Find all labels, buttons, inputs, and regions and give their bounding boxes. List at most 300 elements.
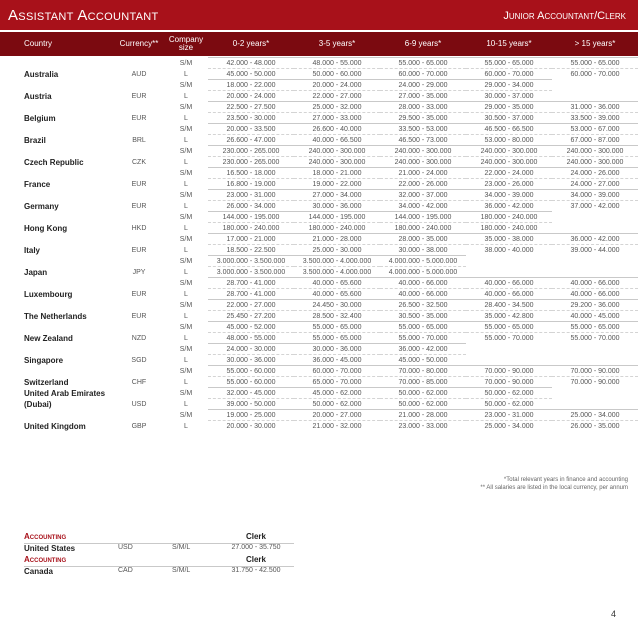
salary-range: 23.500 - 30.000 [208, 113, 294, 124]
company-size: L [184, 400, 188, 408]
salary-range: 32.000 - 45.000 [208, 388, 294, 399]
salary-range: 180.000 - 240.000 [208, 223, 294, 234]
company-size: L [184, 378, 188, 386]
company-size: S/M [179, 169, 193, 177]
col-header-exp-2: 6-9 years* [404, 39, 442, 48]
salary-range: 36.000 - 42.000 [466, 201, 552, 212]
salary-range: 26.600 - 47.000 [208, 135, 294, 146]
salary-range: 55.000 - 65.000 [380, 322, 466, 333]
salary-range: 46.500 - 66.500 [466, 124, 552, 135]
country-name [0, 366, 114, 377]
salary-range: 28.400 - 34.500 [466, 300, 552, 311]
company-size: S/M [179, 103, 193, 111]
salary-range: 55.000 - 65.000 [552, 322, 638, 333]
salary-range: 29.200 - 36.000 [552, 300, 638, 311]
table-row [0, 58, 638, 69]
table-row [0, 300, 638, 311]
country-name [0, 322, 114, 333]
salary-range: 30.000 - 36.000 [294, 344, 380, 355]
salary-range: 27.000 - 35.750 [231, 544, 281, 551]
salary-range: 35.000 - 38.000 [466, 234, 552, 245]
salary-range: 40.000 - 66.000 [380, 289, 466, 300]
salary-range: 26.600 - 40.000 [294, 124, 380, 135]
table-row [0, 344, 638, 355]
salary-range: 40.000 - 66.000 [552, 289, 638, 300]
salary-range: 70.000 - 90.000 [466, 366, 552, 377]
table-row [0, 333, 638, 344]
table-row [0, 245, 638, 256]
salary-range: 144.000 - 195.000 [208, 212, 294, 223]
table-row [0, 278, 638, 289]
table-row [0, 124, 638, 135]
currency-code [114, 344, 164, 355]
country-name [0, 300, 114, 311]
company-size: S/M/L [172, 544, 191, 551]
country-name [0, 168, 114, 179]
currency-code: CHF [131, 378, 147, 386]
salary-range: 50.000 - 60.000 [294, 69, 380, 80]
table-row [0, 289, 638, 300]
salary-range: 23.000 - 31.000 [208, 190, 294, 201]
country-name: United Kingdom [24, 421, 86, 431]
col-header-exp-1: 3-5 years* [318, 39, 356, 48]
salary-range: 24.000 - 26.000 [552, 168, 638, 179]
country-name: France [24, 179, 51, 189]
salary-range: 55.000 - 65.000 [552, 58, 638, 69]
salary-range: 240.000 - 300.000 [380, 146, 466, 157]
table-row [0, 410, 638, 421]
salary-range: 230.000 - 265.000 [208, 157, 294, 168]
salary-range: 60.000 - 70.000 [294, 366, 380, 377]
salary-range: 53.000 - 80.000 [466, 135, 552, 146]
salary-range: 37.000 - 42.000 [552, 201, 638, 212]
level-label: Clerk [245, 532, 266, 541]
col-header-exp-0: 0-2 years* [232, 39, 270, 48]
table-row [0, 223, 638, 234]
table-row [0, 366, 638, 377]
salary-range: 31.750 - 42.500 [231, 567, 281, 574]
table-row [0, 190, 638, 201]
country-name [0, 278, 114, 289]
col-header-country: Country [24, 39, 53, 48]
salary-range: 23.000 - 33.000 [380, 421, 466, 432]
country-name [0, 212, 114, 223]
currency-code [114, 256, 164, 267]
accounting-row [0, 544, 340, 555]
country-name [0, 256, 114, 267]
salary-range: 240.000 - 300.000 [552, 146, 638, 157]
salary-range: 55.000 - 60.000 [208, 366, 294, 377]
salary-range: 24.000 - 27.000 [552, 179, 638, 190]
country-name [0, 58, 114, 69]
salary-range [466, 256, 552, 267]
country-name: Brazil [24, 135, 46, 145]
table-row [0, 212, 638, 223]
salary-range: 28.000 - 33.000 [380, 102, 466, 113]
currency-code [114, 146, 164, 157]
company-size: L [184, 92, 188, 100]
salary-range: 22.000 - 24.000 [466, 168, 552, 179]
company-size: S/M [179, 257, 193, 265]
salary-range: 180.000 - 240.000 [294, 223, 380, 234]
salary-range: 33.500 - 39.000 [552, 113, 638, 124]
salary-range: 33.500 - 53.000 [380, 124, 466, 135]
company-size: S/M/L [172, 567, 191, 574]
salary-range: 70.000 - 90.000 [552, 377, 638, 388]
company-size: L [184, 158, 188, 166]
table-row [0, 146, 638, 157]
salary-range: 144.000 - 195.000 [294, 212, 380, 223]
country-name [0, 80, 114, 91]
table-row [0, 311, 638, 322]
salary-range: 30.000 - 38.000 [380, 245, 466, 256]
country-name: Luxembourg [24, 289, 73, 299]
currency-code [114, 300, 164, 311]
company-size: L [184, 224, 188, 232]
salary-range [552, 344, 638, 355]
salary-range: 22.500 - 27.500 [208, 102, 294, 113]
currency-code [114, 366, 164, 377]
company-size: L [184, 268, 188, 276]
salary-range: 45.000 - 62.000 [294, 388, 380, 399]
col-header-exp-3: 10-15 years* [486, 39, 532, 48]
country-name: Austria [24, 91, 52, 101]
salary-range: 26.500 - 32.500 [380, 300, 466, 311]
salary-range: 17.000 - 21.000 [208, 234, 294, 245]
salary-range: 36.000 - 42.000 [380, 344, 466, 355]
country-name [0, 234, 114, 245]
salary-range: 50.000 - 62.000 [380, 399, 466, 410]
salary-range: 48.000 - 55.000 [294, 58, 380, 69]
salary-range: 25.000 - 34.000 [466, 421, 552, 432]
col-header-exp-4: > 15 years* [574, 39, 616, 48]
level-label: Clerk [245, 555, 266, 564]
table-row [0, 399, 638, 410]
currency-code [114, 58, 164, 69]
salary-range: 34.000 - 39.000 [466, 190, 552, 201]
country-name [0, 190, 114, 201]
salary-range: 20.000 - 30.000 [208, 421, 294, 432]
currency-code [114, 388, 164, 399]
currency-code: CAD [118, 567, 133, 574]
currency-code [114, 168, 164, 179]
table-row [0, 168, 638, 179]
table-row [0, 113, 638, 124]
salary-range: 24.000 - 29.000 [380, 80, 466, 91]
salary-range: 4.000.000 - 5.000.000 [380, 256, 466, 267]
company-size: L [184, 334, 188, 342]
salary-range: 34.000 - 42.000 [380, 201, 466, 212]
salary-range: 30.500 - 37.000 [466, 113, 552, 124]
salary-range: 45.000 - 52.000 [208, 322, 294, 333]
salary-range: 39.000 - 50.000 [208, 399, 294, 410]
company-size: L [184, 422, 188, 430]
salary-range: 40.000 - 65.600 [294, 289, 380, 300]
salary-range: 55.000 - 65.000 [380, 58, 466, 69]
salary-range: 70.000 - 85.000 [380, 377, 466, 388]
salary-range [466, 267, 552, 278]
company-size: S/M [179, 345, 193, 353]
currency-code [114, 102, 164, 113]
table-row [0, 322, 638, 333]
salary-range: 28.700 - 41.000 [208, 289, 294, 300]
section-label: Accounting [24, 532, 67, 541]
salary-range [552, 91, 638, 102]
accounting-row [0, 567, 340, 578]
company-size: S/M [179, 323, 193, 331]
table-row [0, 91, 638, 102]
company-size: S/M [179, 279, 193, 287]
salary-range [552, 355, 638, 366]
salary-range: 40.000 - 65.600 [294, 278, 380, 289]
salary-range: 22.000 - 27.000 [294, 91, 380, 102]
table-header [0, 32, 638, 56]
country-name [0, 102, 114, 113]
currency-code: HKD [131, 224, 147, 232]
salary-range: 25.000 - 30.000 [294, 245, 380, 256]
section-label: Accounting [24, 555, 67, 564]
salary-range: 18.000 - 22.000 [208, 80, 294, 91]
salary-range: 25.450 - 27.200 [208, 311, 294, 322]
page-title: Assistant Accountant [8, 7, 159, 24]
salary-range: 21.000 - 24.000 [380, 168, 466, 179]
table-row [0, 135, 638, 146]
salary-range: 24.000 - 30.000 [208, 344, 294, 355]
table-row [0, 355, 638, 366]
salary-range: 70.000 - 80.000 [380, 366, 466, 377]
currency-code: CZK [132, 158, 146, 166]
col-header-currency: Currency** [119, 39, 159, 48]
table-row [0, 69, 638, 80]
salary-range [552, 80, 638, 91]
currency-code: EUR [131, 180, 147, 188]
salary-range: 20.000 - 24.000 [294, 80, 380, 91]
table-row [0, 234, 638, 245]
salary-range: 31.000 - 36.000 [552, 102, 638, 113]
salary-range: 45.000 - 50.000 [208, 69, 294, 80]
country-name [0, 410, 114, 421]
currency-code [114, 80, 164, 91]
footnote-currency: ** All salaries are listed in the local currency, per annum [480, 485, 628, 491]
salary-range: 230.000 - 265.000 [208, 146, 294, 157]
salary-range [552, 267, 638, 278]
salary-range: 22.000 - 27.000 [208, 300, 294, 311]
salary-range [552, 256, 638, 267]
company-size: S/M [179, 81, 193, 89]
salary-range: 180.000 - 240.000 [380, 223, 466, 234]
footnotes [480, 476, 628, 492]
page-number: 4 [610, 609, 616, 619]
salary-range: 30.000 - 36.000 [208, 355, 294, 366]
salary-range: 55.000 - 70.000 [552, 333, 638, 344]
country-name: Australia [24, 69, 59, 79]
country-name: (Dubai) [24, 399, 52, 409]
salary-range: 21.000 - 32.000 [294, 421, 380, 432]
salary-range: 21.000 - 28.000 [380, 410, 466, 421]
salary-range: 39.000 - 44.000 [552, 245, 638, 256]
currency-code: EUR [131, 202, 147, 210]
country-name: Italy [24, 245, 41, 255]
currency-code: NZD [131, 334, 147, 342]
country-name: Belgium [24, 113, 56, 123]
company-size: S/M [179, 235, 193, 243]
salary-range: 27.000 - 33.000 [294, 113, 380, 124]
salary-range: 240.000 - 300.000 [466, 146, 552, 157]
currency-code: AUD [131, 70, 147, 78]
salary-range: 23.000 - 31.000 [466, 410, 552, 421]
company-size: L [184, 136, 188, 144]
salary-range: 240.000 - 300.000 [294, 146, 380, 157]
salary-range: 144.000 - 195.000 [380, 212, 466, 223]
currency-code: BRL [132, 136, 146, 144]
country-name [0, 344, 114, 355]
salary-range: 180.000 - 240.000 [466, 223, 552, 234]
company-size: S/M [179, 125, 193, 133]
footnote-experience: *Total relevant years in finance and accounting [503, 477, 628, 483]
currency-code [114, 124, 164, 135]
salary-range: 25.000 - 32.000 [294, 102, 380, 113]
country-name: United States [24, 544, 76, 553]
col-header-company-size: Company size [168, 35, 204, 52]
country-name: United Arab Emirates [24, 388, 106, 398]
salary-range: 4.000.000 - 5.000.000 [380, 267, 466, 278]
table-row [0, 388, 638, 399]
salary-range: 53.000 - 67.000 [552, 124, 638, 135]
salary-range: 30.000 - 37.000 [466, 91, 552, 102]
salary-range: 27.000 - 34.000 [294, 190, 380, 201]
salary-range: 27.000 - 35.000 [380, 91, 466, 102]
salary-range: 60.000 - 70.000 [380, 69, 466, 80]
salary-range: 60.000 - 70.000 [466, 69, 552, 80]
currency-code: EUR [131, 114, 147, 122]
salary-range: 50.000 - 62.000 [466, 399, 552, 410]
salary-range [552, 223, 638, 234]
currency-code [114, 322, 164, 333]
currency-code: USD [118, 544, 133, 551]
salary-range: 50.000 - 62.000 [294, 399, 380, 410]
table-row [0, 377, 638, 388]
salary-range: 28.500 - 32.400 [294, 311, 380, 322]
table-row [0, 157, 638, 168]
currency-code: EUR [131, 312, 147, 320]
salary-range: 23.000 - 26.000 [466, 179, 552, 190]
country-name: Singapore [24, 355, 64, 365]
salary-table [0, 57, 638, 432]
salary-range: 19.000 - 22.000 [294, 179, 380, 190]
country-name [0, 124, 114, 135]
company-size: L [184, 180, 188, 188]
salary-range: 22.000 - 26.000 [380, 179, 466, 190]
company-size: L [184, 114, 188, 122]
salary-range: 55.000 - 65.000 [294, 322, 380, 333]
salary-range: 180.000 - 240.000 [466, 212, 552, 223]
salary-range: 18.500 - 22.500 [208, 245, 294, 256]
salary-range: 29.000 - 35.000 [466, 102, 552, 113]
salary-range: 20.000 - 33.500 [208, 124, 294, 135]
salary-range: 40.000 - 66.000 [466, 278, 552, 289]
salary-range: 70.000 - 90.000 [552, 366, 638, 377]
currency-code [114, 410, 164, 421]
salary-range: 3.000.000 - 3.500.000 [208, 267, 294, 278]
currency-code: EUR [131, 92, 147, 100]
salary-range: 38.000 - 40.000 [466, 245, 552, 256]
salary-range: 50.000 - 62.000 [466, 388, 552, 399]
salary-range: 240.000 - 300.000 [294, 157, 380, 168]
salary-range: 34.000 - 39.000 [552, 190, 638, 201]
salary-range [466, 355, 552, 366]
salary-range: 25.000 - 34.000 [552, 410, 638, 421]
company-size: L [184, 70, 188, 78]
country-name: Germany [24, 201, 59, 211]
salary-range: 29.000 - 34.000 [466, 80, 552, 91]
table-row [0, 421, 638, 432]
company-size: S/M [179, 411, 193, 419]
salary-range: 28.700 - 41.000 [208, 278, 294, 289]
salary-range: 70.000 - 90.000 [466, 377, 552, 388]
salary-range: 36.000 - 42.000 [552, 234, 638, 245]
salary-range: 28.000 - 35.000 [380, 234, 466, 245]
salary-range: 16.500 - 18.000 [208, 168, 294, 179]
salary-range: 55.000 - 60.000 [208, 377, 294, 388]
currency-code [114, 234, 164, 245]
salary-range [466, 344, 552, 355]
company-size: S/M [179, 191, 193, 199]
currency-code: GBP [131, 422, 147, 430]
salary-range: 45.000 - 50.000 [380, 355, 466, 366]
salary-range: 26.000 - 35.000 [552, 421, 638, 432]
salary-range: 46.500 - 73.000 [380, 135, 466, 146]
country-name: New Zealand [24, 333, 73, 343]
salary-range: 48.000 - 55.000 [208, 333, 294, 344]
salary-range: 18.000 - 21.000 [294, 168, 380, 179]
salary-range: 3.500.000 - 4.000.000 [294, 256, 380, 267]
salary-range: 40.000 - 45.000 [552, 311, 638, 322]
company-size: S/M [179, 301, 193, 309]
page-subtitle: Junior Accountant/Clerk [503, 10, 626, 22]
salary-range: 60.000 - 70.000 [552, 69, 638, 80]
salary-range: 29.500 - 35.000 [380, 113, 466, 124]
salary-range: 32.000 - 37.000 [380, 190, 466, 201]
table-row [0, 256, 638, 267]
salary-range: 42.000 - 48.000 [208, 58, 294, 69]
country-name: Hong Kong [24, 223, 68, 233]
salary-range: 40.000 - 66.000 [466, 289, 552, 300]
salary-range: 30.000 - 36.000 [294, 201, 380, 212]
country-name: Canada [24, 567, 53, 576]
salary-range: 55.000 - 65.000 [294, 333, 380, 344]
salary-range: 40.000 - 66.500 [294, 135, 380, 146]
salary-range: 55.000 - 70.000 [380, 333, 466, 344]
currency-code: USD [131, 400, 147, 408]
salary-range: 50.000 - 62.000 [380, 388, 466, 399]
company-size: L [184, 290, 188, 298]
company-size: S/M [179, 147, 193, 155]
country-name: Japan [24, 267, 48, 277]
salary-range: 240.000 - 300.000 [380, 157, 466, 168]
currency-code [114, 190, 164, 201]
salary-range: 240.000 - 300.000 [466, 157, 552, 168]
salary-range: 16.800 - 19.000 [208, 179, 294, 190]
salary-range [552, 212, 638, 223]
salary-range: 55.000 - 65.000 [466, 58, 552, 69]
currency-code [114, 212, 164, 223]
salary-range: 19.000 - 25.000 [208, 410, 294, 421]
salary-range: 24.450 - 30.000 [294, 300, 380, 311]
currency-code [114, 278, 164, 289]
currency-code: JPY [132, 268, 146, 276]
company-size: S/M [179, 367, 193, 375]
company-size: S/M [179, 59, 193, 67]
